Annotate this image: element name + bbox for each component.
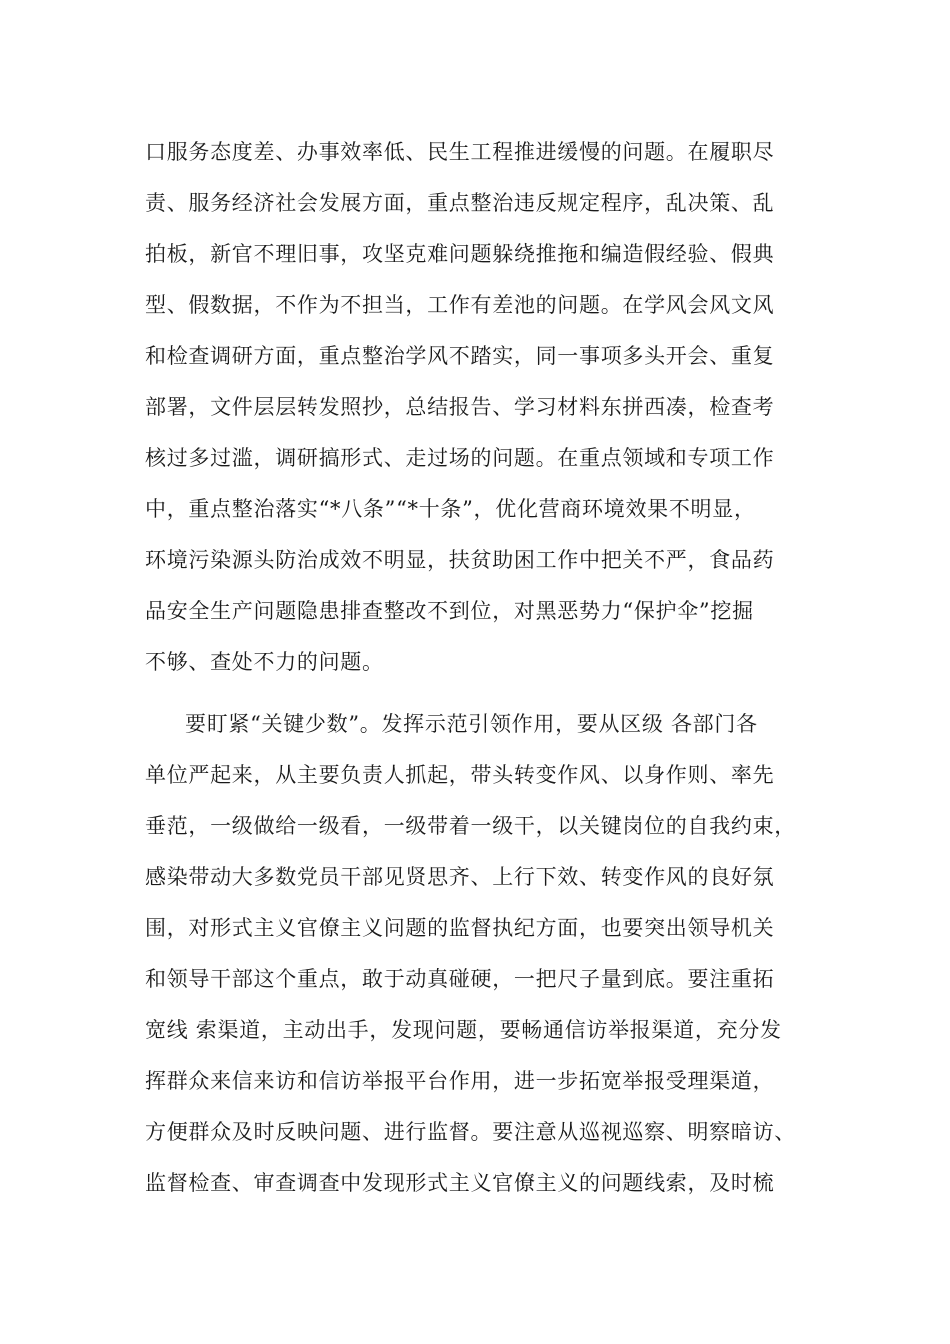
- paragraph-first-line: 要盯紧“关键少数”。发挥示范引领作用，要从区级 各部门各: [185, 712, 758, 736]
- paragraph-line: 监督检查、审查调查中发现形式主义官僚主义的问题线索，及时梳: [145, 1171, 775, 1195]
- paragraph-line: 环境污染源头防治成效不明显，扶贫助困工作中把关不严，食品药: [145, 548, 775, 572]
- paragraph-line: 和检查调研方面，重点整治学风不踏实，同一事项多头开会、重复: [145, 344, 775, 368]
- paragraph-line: 感染带动大多数党员干部见贤思齐、上行下效、转变作风的良好氛: [145, 865, 775, 889]
- paragraph-line: 挥群众来信来访和信访举报平台作用，进一步拓宽举报受理渠道，: [145, 1069, 775, 1093]
- paragraph-line: 围，对形式主义官僚主义问题的监督执纪方面，也要突出领导机关: [145, 916, 775, 940]
- paragraph-line: 拍板，新官不理旧事，攻坚克难问题躲绕推拖和编造假经验、假典: [145, 242, 775, 266]
- paragraph-line: 方便群众及时反映问题、进行监督。要注意从巡视巡察、明察暗访、: [145, 1120, 796, 1144]
- paragraph-line: 和领导干部这个重点，敢于动真碰硬，一把尺子量到底。要注重拓: [145, 967, 775, 991]
- paragraph-line: 型、假数据，不作为不担当，工作有差池的问题。在学风会风文风: [145, 293, 775, 317]
- paragraph-line: 宽线 索渠道，主动出手，发现问题，要畅通信访举报渠道，充分发: [145, 1018, 782, 1042]
- paragraph-line: 口服务态度差、办事效率低、民生工程推进缓慢的问题。在履职尽: [145, 140, 775, 164]
- paragraph-line: 垂范，一级做给一级看，一级带着一级干，以关键岗位的自我约束，: [145, 814, 796, 838]
- paragraph-line: 中，重点整治落实“*八条”“*十条”，优化营商环境效果不明显，: [145, 497, 756, 521]
- paragraph-line: 责、服务经济社会发展方面，重点整治违反规定程序，乱决策、乱: [145, 191, 775, 215]
- paragraph-line: 不够、查处不力的问题。: [145, 650, 384, 674]
- paragraph-line: 品安全生产问题隐患排查整改不到位，对黑恶势力“保护伞”挖掘: [145, 599, 754, 623]
- paragraph-line: 核过多过滥，调研搞形式、走过场的问题。在重点领域和专项工作: [145, 446, 775, 470]
- paragraph-line: 单位严起来，从主要负责人抓起，带头转变作风、以身作则、率先: [145, 763, 775, 787]
- paragraph-line: 部署，文件层层转发照抄，总结报告、学习材料东拼西凑，检查考: [145, 395, 775, 419]
